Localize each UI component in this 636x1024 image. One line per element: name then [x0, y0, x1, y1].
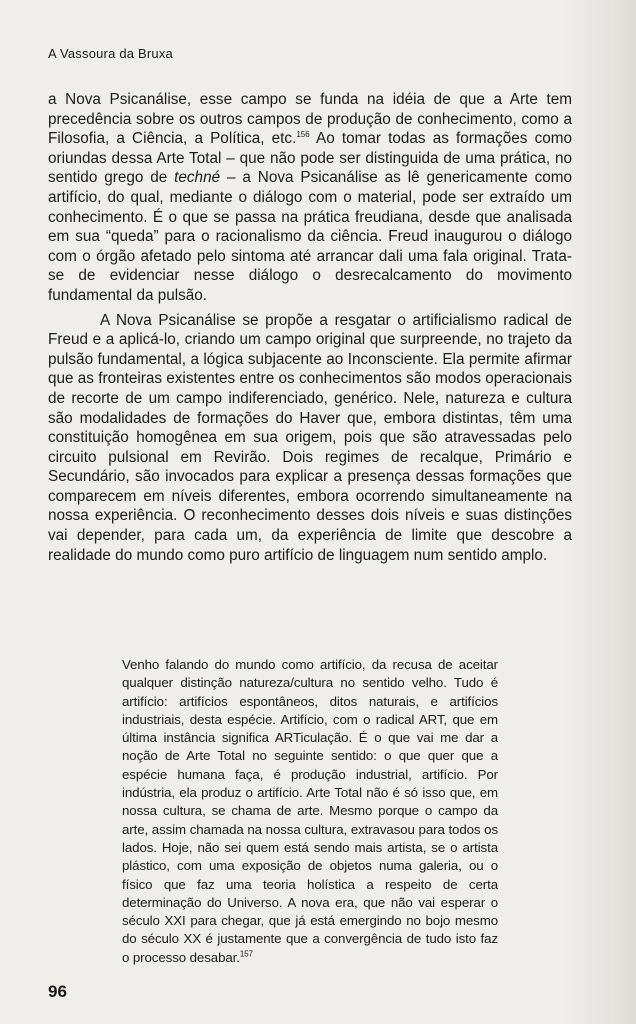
paragraph-1: [48, 90, 572, 306]
running-header: A Vassoura da Bruxa: [48, 46, 173, 61]
paragraph-1-part-c: – a Nova Psicanálise as lê genericamente como artifício, do qual, mediante o diálogo com o material, pode ser extraído um conhecimento. É o que se passa na prática freudiana, desde que analisada em sua “queda” para o racionalismo da ciência. Freud inaugurou o diálogo com o órgão afetado pelo sintoma até arrancar dali uma fala original. Trata-se de evidenciar nesse diálogo o desrecalcamento do movimento fundamental da pulsão.: [48, 169, 572, 304]
paragraph-2: A Nova Psicanálise se propõe a resgatar o artificialismo radical de Freud e a aplicá-lo, criando um campo original que surpreende, no trajeto da pulsão fundamental, a lógica subjacente ao Inconsciente. Ela permite afirmar que as fronteiras existentes entre os conhecimentos são modos operacionais de recorte de um campo indiferenciado, genérico. Nele, natureza e cultura são modalidades de formações do Haver que, embora distintas, têm uma constituição homogênea em sua origem, pois que são atravessadas pelo circuito pulsional em Revirão. Dois regimes de recalque, Primário e Secundário, são invocados para explicar a presença dessas formações que comparecem em níveis diferentes, embora ocorrendo simultaneamente na nossa experiência. O reconhecimento desses dois níveis e suas distinções vai depender, para cada um, da experiência de limite que descobre a realidade do mundo como puro artifício de linguagem num sentido amplo.: [48, 311, 572, 564]
footnote-ref-156: 156: [296, 130, 310, 140]
block-quote: [122, 656, 498, 967]
italic-term: techné: [174, 169, 221, 187]
footnote-ref-157: 157: [239, 949, 253, 959]
body-text: [48, 90, 572, 565]
page-number: 96: [48, 982, 67, 1001]
block-quote-text: Venho falando do mundo como artifício, da recusa de aceitar qualquer distinção natureza/cultura no sentido velho. Tudo é artifício: artifícios espontâneos, ditos naturais, e artifícios industriais, desta espécie. Artifício, com o radical ART, que em última instância significa ARTiculação. É o que vai me dar a noção de Arte Total no seguinte sentido: o que quer que a espécie humana faça, é produção industrial, artifício. Por indústria, ela produz o artifício. Arte Total não é só isso que, em nossa cultura, se chama de arte. Mesmo porque o campo da arte, assim chamada na nossa cultura, extravasou para todos os lados. Hoje, não sei quem está sendo mais artista, se o artista plástico, com uma exposição de objetos numa galeria, ou o físico que faz uma teoria holística a respeito de certa determinação do Universo. A nova era, que não vai esperar o século XXI para chegar, que já está emergindo no bojo mesmo do século XX é justamente que a convergência de tudo isto faz o processo desabar.: [122, 657, 498, 965]
paragraph-1-part-a: a Nova Psicanálise, esse campo se funda na idéia de que a Arte tem precedência sobre os outros campos de produção de conhecimento, como a Filosofia, a Ciência, a Política, etc.: [48, 91, 572, 148]
paragraph-1-part-b: Ao tomar todas as formações como oriundas dessa Arte Total – que não pode ser distinguida de uma prática, no sentido grego de: [48, 130, 572, 187]
